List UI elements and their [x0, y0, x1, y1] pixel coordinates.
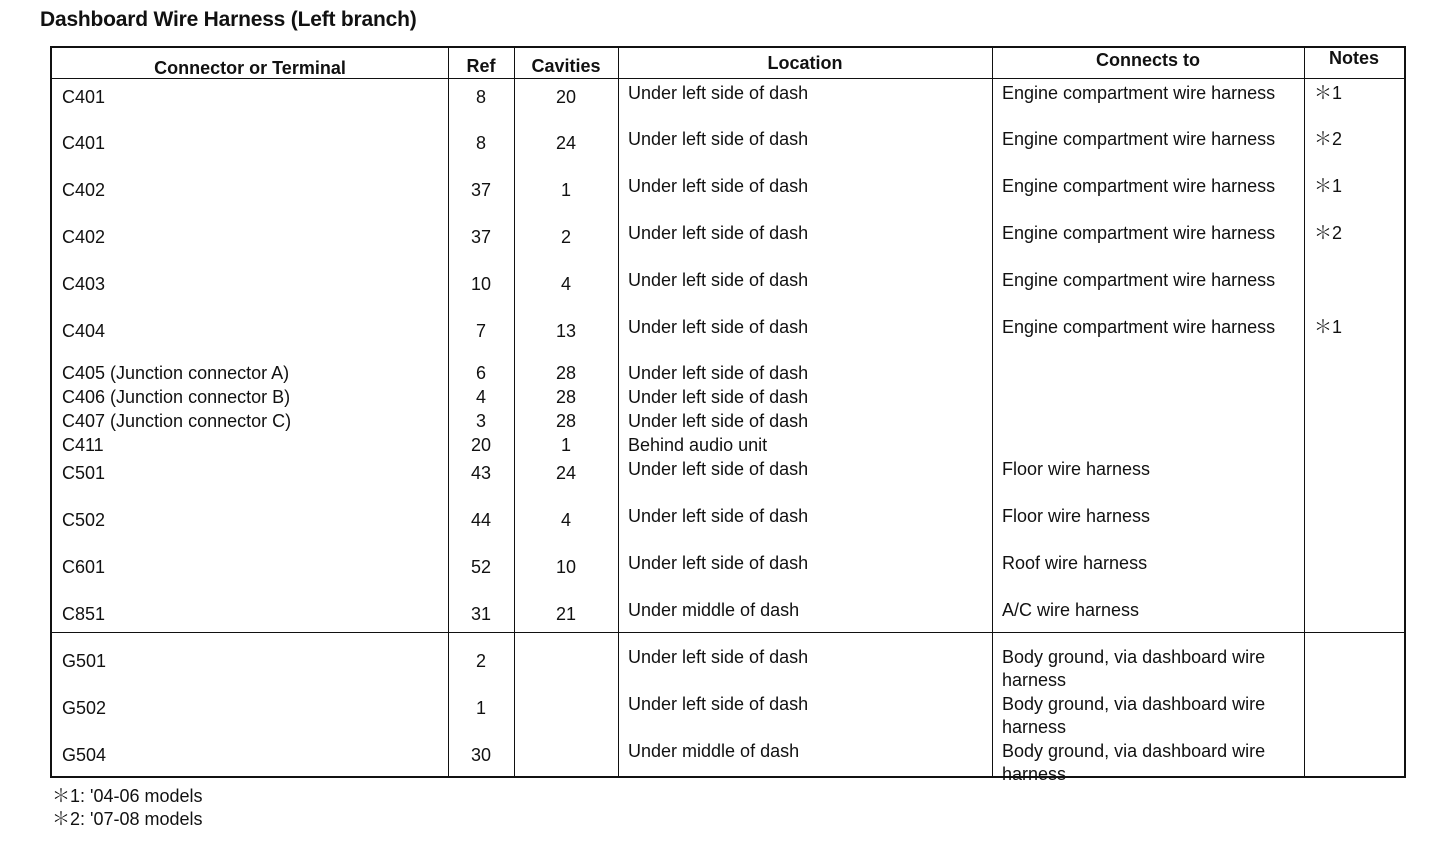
cell-ref: 7: [475, 321, 486, 341]
cell-connector: C401: [62, 133, 106, 153]
cell-cavities: 24: [555, 463, 577, 483]
cell-connector: C501: [62, 463, 106, 483]
cell-location: Under left side of dash: [628, 647, 809, 667]
cell-cavities: 28: [555, 387, 577, 407]
cell-notes: ＊1: [1314, 176, 1343, 196]
cell-ref: 2: [475, 651, 486, 671]
cell-connector: C405 (Junction connector A): [62, 363, 290, 383]
cell-connector: C601: [62, 557, 106, 577]
cell-ref: 3: [475, 411, 486, 431]
cell-location: Under left side of dash: [628, 694, 809, 714]
column-divider: [992, 48, 993, 776]
cell-location: Under left side of dash: [628, 411, 809, 431]
cell-notes: ＊1: [1314, 83, 1343, 103]
cell-connects-to: Body ground, via dashboard wire harness: [1002, 647, 1266, 690]
cell-location: Under left side of dash: [628, 553, 809, 573]
footnote: ＊1: '04-06 models: [52, 786, 203, 806]
column-divider: [1304, 48, 1305, 776]
cell-cavities: 28: [555, 411, 577, 431]
cell-location: Under left side of dash: [628, 363, 809, 383]
cell-location: Under left side of dash: [628, 317, 809, 337]
cell-connects-to: Floor wire harness: [1002, 506, 1151, 526]
cell-connector: C502: [62, 510, 106, 530]
cell-ref: 1: [475, 698, 486, 718]
cell-connector: G501: [62, 651, 107, 671]
cell-cavities: 28: [555, 363, 577, 383]
header-connects-to: Connects to: [1095, 50, 1200, 70]
cell-connects-to: A/C wire harness: [1002, 600, 1140, 620]
cell-connector: C404: [62, 321, 106, 341]
cell-location: Under middle of dash: [628, 600, 800, 620]
connector-table: [50, 46, 1406, 784]
cell-ref: 52: [470, 557, 492, 577]
header-connector: Connector or Terminal: [154, 58, 346, 78]
cell-location: Under left side of dash: [628, 176, 809, 196]
cell-ref: 10: [470, 274, 492, 294]
cell-location: Under middle of dash: [628, 741, 800, 761]
cell-location: Under left side of dash: [628, 387, 809, 407]
cell-ref: 8: [475, 133, 486, 153]
column-divider: [618, 48, 619, 776]
cell-ref: 44: [470, 510, 492, 530]
cell-connector: C406 (Junction connector B): [62, 387, 291, 407]
cell-connects-to: Floor wire harness: [1002, 459, 1151, 479]
cell-ref: 20: [470, 435, 492, 455]
cell-connector: C401: [62, 87, 106, 107]
cell-location: Under left side of dash: [628, 270, 809, 290]
header-cavities: Cavities: [531, 56, 601, 76]
header-notes: Notes: [1328, 48, 1379, 68]
cell-location: Under left side of dash: [628, 129, 809, 149]
cell-connector: C402: [62, 227, 106, 247]
cell-connector: G504: [62, 745, 107, 765]
cell-location: Under left side of dash: [628, 223, 809, 243]
header-location: Location: [767, 53, 843, 73]
cell-cavities: 20: [555, 87, 577, 107]
cell-connector: C407 (Junction connector C): [62, 411, 292, 431]
cell-cavities: 10: [555, 557, 577, 577]
cell-cavities: 21: [555, 604, 577, 624]
cell-connector: G502: [62, 698, 107, 718]
cell-cavities: 4: [560, 274, 571, 294]
cell-ref: 4: [475, 387, 486, 407]
footnote: ＊2: '07-08 models: [52, 809, 203, 829]
cell-connects-to: Engine compartment wire harness: [1002, 223, 1276, 243]
cell-connects-to: Engine compartment wire harness: [1002, 129, 1276, 149]
header-ref: Ref: [466, 56, 496, 76]
cell-notes: ＊1: [1314, 317, 1343, 337]
cell-location: Under left side of dash: [628, 506, 809, 526]
cell-connects-to: Engine compartment wire harness: [1002, 270, 1276, 290]
cell-cavities: 13: [555, 321, 577, 341]
cell-ref: 30: [470, 745, 492, 765]
cell-cavities: 1: [560, 435, 571, 455]
cell-ref: 43: [470, 463, 492, 483]
cell-location: Behind audio unit: [628, 435, 768, 455]
cell-cavities: 4: [560, 510, 571, 530]
cell-ref: 6: [475, 363, 486, 383]
cell-connector: C411: [62, 435, 104, 455]
cell-ref: 37: [470, 180, 492, 200]
cell-location: Under left side of dash: [628, 459, 809, 479]
cell-connects-to: Body ground, via dashboard wire harness: [1002, 694, 1266, 737]
cell-connects-to: Roof wire harness: [1002, 553, 1148, 573]
cell-notes: ＊2: [1314, 223, 1343, 243]
cell-connector: C403: [62, 274, 106, 294]
section-divider: [52, 632, 1404, 633]
footnotes: [52, 785, 203, 831]
cell-connects-to: Body ground, via dashboard wire harness: [1002, 741, 1266, 784]
cell-cavities: 24: [555, 133, 577, 153]
cell-connector: C851: [62, 604, 106, 624]
cell-connects-to: Engine compartment wire harness: [1002, 317, 1276, 337]
page-title: Dashboard Wire Harness (Left branch): [40, 8, 417, 31]
cell-cavities: 1: [560, 180, 571, 200]
cell-cavities: 2: [560, 227, 571, 247]
cell-connects-to: Engine compartment wire harness: [1002, 176, 1276, 196]
cell-connects-to: Engine compartment wire harness: [1002, 83, 1276, 103]
cell-location: Under left side of dash: [628, 83, 809, 103]
cell-ref: 37: [470, 227, 492, 247]
cell-connector: C402: [62, 180, 106, 200]
cell-notes: ＊2: [1314, 129, 1343, 149]
cell-ref: 8: [475, 87, 486, 107]
cell-ref: 31: [470, 604, 492, 624]
